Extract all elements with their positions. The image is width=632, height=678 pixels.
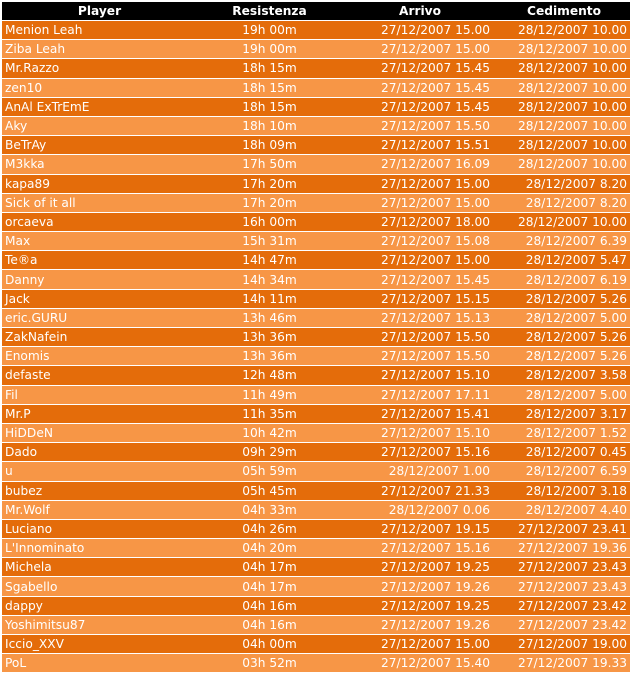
cell-cedimento: 28/12/2007 10.00 [498,40,630,59]
cell-resistenza: 05h 59m [197,462,342,481]
table-row [2,21,630,40]
cell-cedimento: 28/12/2007 5.26 [498,290,630,309]
cell-player: u [2,462,197,481]
cell-cedimento: 27/12/2007 23.43 [498,558,630,577]
results-table [2,2,630,673]
cell-arrivo: 27/12/2007 15.45 [342,98,498,117]
table-row [2,558,630,577]
cell-resistenza: 04h 16m [197,597,342,616]
cell-arrivo: 27/12/2007 21.33 [342,482,498,501]
table-row [2,98,630,117]
cell-player: Yoshimitsu87 [2,616,197,635]
cell-resistenza: 18h 15m [197,59,342,78]
cell-cedimento: 28/12/2007 5.26 [498,328,630,347]
cell-resistenza: 04h 20m [197,539,342,558]
cell-cedimento: 27/12/2007 23.42 [498,616,630,635]
table-row [2,616,630,635]
table-row [2,577,630,596]
cell-player: bubez [2,482,197,501]
cell-resistenza: 18h 15m [197,98,342,117]
cell-player: Fil [2,386,197,405]
cell-cedimento: 28/12/2007 5.47 [498,251,630,270]
cell-cedimento: 28/12/2007 5.00 [498,386,630,405]
cell-cedimento: 28/12/2007 10.00 [498,98,630,117]
cell-resistenza: 19h 00m [197,21,342,40]
table-row [2,597,630,616]
cell-arrivo: 27/12/2007 15.51 [342,136,498,155]
cell-player: Sick of it all [2,194,197,213]
cell-cedimento: 28/12/2007 3.18 [498,482,630,501]
cell-player: Mr.P [2,405,197,424]
cell-cedimento: 27/12/2007 19.00 [498,635,630,654]
header-row [2,2,630,21]
cell-resistenza: 12h 48m [197,366,342,385]
cell-arrivo: 27/12/2007 15.00 [342,251,498,270]
cell-arrivo: 27/12/2007 19.26 [342,577,498,596]
cell-resistenza: 13h 36m [197,328,342,347]
cell-resistenza: 09h 29m [197,443,342,462]
table-row [2,635,630,654]
cell-cedimento: 28/12/2007 4.40 [498,501,630,520]
cell-arrivo: 27/12/2007 15.13 [342,309,498,328]
cell-player: Luciano [2,520,197,539]
table-row [2,136,630,155]
cell-player: PoL [2,654,197,673]
cell-player: Michela [2,558,197,577]
table-row [2,654,630,673]
cell-resistenza: 18h 10m [197,117,342,136]
cell-cedimento: 28/12/2007 10.00 [498,155,630,174]
cell-player: Enomis [2,347,197,366]
cell-cedimento: 28/12/2007 10.00 [498,136,630,155]
cell-cedimento: 28/12/2007 8.20 [498,194,630,213]
table-row [2,117,630,136]
cell-arrivo: 27/12/2007 16.09 [342,155,498,174]
cell-player: Sgabello [2,577,197,596]
cell-player: Menion Leah [2,21,197,40]
cell-cedimento: 28/12/2007 8.20 [498,175,630,194]
cell-arrivo: 27/12/2007 15.40 [342,654,498,673]
table-row [2,462,630,481]
cell-arrivo: 27/12/2007 19.15 [342,520,498,539]
table-row [2,366,630,385]
cell-arrivo: 27/12/2007 15.00 [342,194,498,213]
cell-arrivo: 27/12/2007 19.25 [342,558,498,577]
cell-resistenza: 17h 20m [197,175,342,194]
cell-player: Mr.Razzo [2,59,197,78]
cell-arrivo: 27/12/2007 19.25 [342,597,498,616]
cell-resistenza: 13h 46m [197,309,342,328]
table-row [2,539,630,558]
table-row [2,79,630,98]
cell-resistenza: 16h 00m [197,213,342,232]
cell-arrivo: 27/12/2007 15.16 [342,443,498,462]
table-row [2,194,630,213]
cell-cedimento: 27/12/2007 23.42 [498,597,630,616]
cell-player: Jack [2,290,197,309]
cell-player: Mr.Wolf [2,501,197,520]
header-cedimento: Cedimento [498,2,630,21]
table-row [2,59,630,78]
header-resistenza: Resistenza [197,2,342,21]
cell-player: Ziba Leah [2,40,197,59]
cell-resistenza: 04h 00m [197,635,342,654]
cell-cedimento: 28/12/2007 6.19 [498,270,630,289]
cell-arrivo: 27/12/2007 15.00 [342,635,498,654]
cell-arrivo: 27/12/2007 15.45 [342,59,498,78]
cell-player: ZakNafein [2,328,197,347]
cell-arrivo: 28/12/2007 0.06 [342,501,498,520]
table-row [2,251,630,270]
table-row [2,155,630,174]
cell-cedimento: 27/12/2007 23.43 [498,577,630,596]
cell-cedimento: 28/12/2007 6.59 [498,462,630,481]
cell-arrivo: 27/12/2007 15.45 [342,270,498,289]
cell-cedimento: 28/12/2007 3.58 [498,366,630,385]
cell-player: HiDDeN [2,424,197,443]
table-row [2,520,630,539]
cell-arrivo: 27/12/2007 15.50 [342,347,498,366]
cell-player: AnAl ExTrEmE [2,98,197,117]
cell-resistenza: 04h 26m [197,520,342,539]
header-player: Player [2,2,197,21]
cell-arrivo: 27/12/2007 15.00 [342,40,498,59]
cell-arrivo: 27/12/2007 17.11 [342,386,498,405]
cell-resistenza: 14h 34m [197,270,342,289]
cell-cedimento: 28/12/2007 10.00 [498,21,630,40]
cell-resistenza: 04h 16m [197,616,342,635]
cell-player: kapa89 [2,175,197,194]
cell-arrivo: 27/12/2007 15.00 [342,21,498,40]
cell-cedimento: 28/12/2007 5.00 [498,309,630,328]
cell-arrivo: 27/12/2007 15.15 [342,290,498,309]
cell-resistenza: 15h 31m [197,232,342,251]
table-row [2,175,630,194]
cell-resistenza: 14h 47m [197,251,342,270]
cell-arrivo: 27/12/2007 15.16 [342,539,498,558]
cell-arrivo: 27/12/2007 15.50 [342,117,498,136]
cell-cedimento: 28/12/2007 10.00 [498,59,630,78]
table-row [2,290,630,309]
cell-cedimento: 28/12/2007 3.17 [498,405,630,424]
cell-resistenza: 17h 20m [197,194,342,213]
cell-resistenza: 19h 00m [197,40,342,59]
table-row [2,40,630,59]
table-row [2,482,630,501]
cell-arrivo: 27/12/2007 15.10 [342,366,498,385]
table-row [2,347,630,366]
cell-cedimento: 28/12/2007 0.45 [498,443,630,462]
cell-resistenza: 03h 52m [197,654,342,673]
cell-arrivo: 27/12/2007 15.45 [342,79,498,98]
cell-cedimento: 28/12/2007 10.00 [498,117,630,136]
cell-resistenza: 04h 17m [197,577,342,596]
cell-resistenza: 14h 11m [197,290,342,309]
cell-cedimento: 28/12/2007 1.52 [498,424,630,443]
cell-arrivo: 27/12/2007 19.26 [342,616,498,635]
cell-player: BeTrAy [2,136,197,155]
cell-cedimento: 27/12/2007 23.41 [498,520,630,539]
cell-arrivo: 28/12/2007 1.00 [342,462,498,481]
table-row [2,309,630,328]
table-row [2,213,630,232]
cell-cedimento: 28/12/2007 10.00 [498,79,630,98]
cell-resistenza: 18h 09m [197,136,342,155]
cell-arrivo: 27/12/2007 18.00 [342,213,498,232]
cell-resistenza: 18h 15m [197,79,342,98]
cell-player: Dado [2,443,197,462]
cell-resistenza: 17h 50m [197,155,342,174]
results-body [2,21,630,673]
cell-arrivo: 27/12/2007 15.41 [342,405,498,424]
table-row [2,424,630,443]
cell-player: M3kka [2,155,197,174]
cell-player: L'Innominato [2,539,197,558]
cell-player: defaste [2,366,197,385]
header-arrivo: Arrivo [342,2,498,21]
cell-player: Iccio_XXV [2,635,197,654]
cell-player: dappy [2,597,197,616]
table-row [2,501,630,520]
cell-resistenza: 11h 35m [197,405,342,424]
cell-cedimento: 28/12/2007 10.00 [498,213,630,232]
cell-player: Te®a [2,251,197,270]
cell-resistenza: 13h 36m [197,347,342,366]
table-row [2,405,630,424]
cell-cedimento: 28/12/2007 5.26 [498,347,630,366]
cell-player: zen10 [2,79,197,98]
cell-player: eric.GURU [2,309,197,328]
cell-arrivo: 27/12/2007 15.50 [342,328,498,347]
cell-resistenza: 11h 49m [197,386,342,405]
cell-player: orcaeva [2,213,197,232]
cell-arrivo: 27/12/2007 15.10 [342,424,498,443]
cell-resistenza: 05h 45m [197,482,342,501]
cell-cedimento: 28/12/2007 6.39 [498,232,630,251]
cell-cedimento: 27/12/2007 19.33 [498,654,630,673]
cell-player: Danny [2,270,197,289]
cell-resistenza: 04h 17m [197,558,342,577]
table-row [2,386,630,405]
cell-arrivo: 27/12/2007 15.00 [342,175,498,194]
cell-player: Aky [2,117,197,136]
cell-player: Max [2,232,197,251]
table-row [2,270,630,289]
cell-cedimento: 27/12/2007 19.36 [498,539,630,558]
table-row [2,328,630,347]
cell-arrivo: 27/12/2007 15.08 [342,232,498,251]
table-row [2,443,630,462]
cell-resistenza: 04h 33m [197,501,342,520]
cell-resistenza: 10h 42m [197,424,342,443]
table-row [2,232,630,251]
